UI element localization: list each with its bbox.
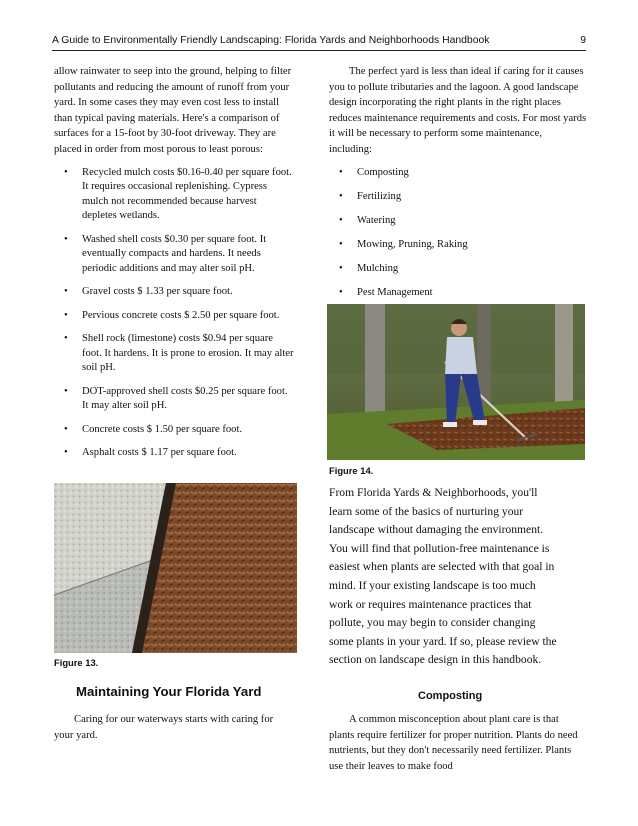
left-intro-paragraph: allow rainwater to seep into the ground, helping to filter pollutants and reducing the amount of runoff from your yard. In some cases they may even cost less to install than typical paving materials. Here's a comparison of surfaces for a 15-foot by 30-foot driveway. They are placed in order from most porous to least porous: xyxy=(54,66,292,155)
list-item: • Watering xyxy=(337,214,587,229)
composting-heading: Composting xyxy=(418,690,483,702)
figure-14-photo xyxy=(327,304,585,460)
figure-13-photo xyxy=(54,483,297,653)
list-item: • DOT-approved shell costs $0.25 per square foot. It may alter soil pH. xyxy=(62,385,294,414)
list-item: • Pest Management xyxy=(337,286,587,301)
person-shirt xyxy=(445,337,477,374)
fyn-paragraph xyxy=(329,484,561,670)
list-item: • Fertilizing xyxy=(337,190,587,205)
maintenance-list xyxy=(329,166,587,301)
list-item: • Washed shell costs $0.30 per square foot. It eventually compacts and hardens. It needs periodic additions and may alter soil pH. xyxy=(62,233,294,277)
header-rule xyxy=(52,50,586,51)
section-heading: Maintaining Your Florida Yard xyxy=(76,684,262,699)
page-header xyxy=(52,35,586,46)
right-column xyxy=(329,64,587,310)
page-number: 9 xyxy=(580,35,586,46)
fyn-text: From Florida Yards & Neighborhoods, you'll learn some of the basics of nurturing your landscape without damaging the environment. You will find that pollution-free maintenance is easiest when plants are selected with that goal in mind. If your existing landscape is too much work or requires maintenance practices that pollute, you may begin to consider changing some plants in your yard. If so, please review the section on landscape design in this handbook. xyxy=(329,486,557,667)
list-item: • Mulching xyxy=(337,262,587,277)
person-raking-image xyxy=(327,304,585,460)
list-item: • Concrete costs $ 1.50 per square foot. xyxy=(62,423,294,438)
list-item: • Mowing, Pruning, Raking xyxy=(337,238,587,253)
section-paragraph xyxy=(54,712,294,743)
shell-and-mulch-image xyxy=(54,483,297,653)
figure-13-caption: Figure 13. xyxy=(54,657,99,668)
figure-14-caption: Figure 14. xyxy=(329,465,374,476)
left-column xyxy=(54,64,294,470)
tree-trunk-left xyxy=(365,304,385,424)
person-shoe-right xyxy=(473,420,487,425)
list-item: • Shell rock (limestone) costs $0.94 per square foot. It hardens. It is prone to erosion. It may alter soil pH. xyxy=(62,332,294,376)
list-item: • Pervious concrete costs $ 2.50 per square foot. xyxy=(62,309,294,324)
list-item: • Recycled mulch costs $0.16-0.40 per square foot. It requires occasional replenishing. Cypress mulch not recommended because harvest depletes wetlands. xyxy=(62,166,294,224)
list-item: • Gravel costs $ 1.33 per square foot. xyxy=(62,285,294,300)
person-shoe-left xyxy=(443,422,457,427)
section-text: Caring for our waterways starts with caring for your yard. xyxy=(54,714,274,741)
header-title: A Guide to Environmentally Friendly Landscaping: Florida Yards and Neighborhoods Handbook xyxy=(52,35,490,46)
right-intro-paragraph: The perfect yard is less than ideal if caring for it causes you to pollute tributaries and the lagoon. A good landscape design incorporating the right plants in the right places reduces maintenance requirements and costs. For most yards it will be necessary to perform some maintenance, including: xyxy=(329,66,587,155)
surface-cost-list xyxy=(54,166,294,461)
composting-paragraph xyxy=(329,712,579,774)
composting-text: A common misconception about plant care is that plants require fertilizer for proper nutrition. Plants do need nutrients, but they don't necessarily need fertilizer. Plants use their leaves to make food xyxy=(329,714,578,772)
list-item: • Composting xyxy=(337,166,587,181)
list-item: • Asphalt costs $ 1.17 per square foot. xyxy=(62,446,294,461)
